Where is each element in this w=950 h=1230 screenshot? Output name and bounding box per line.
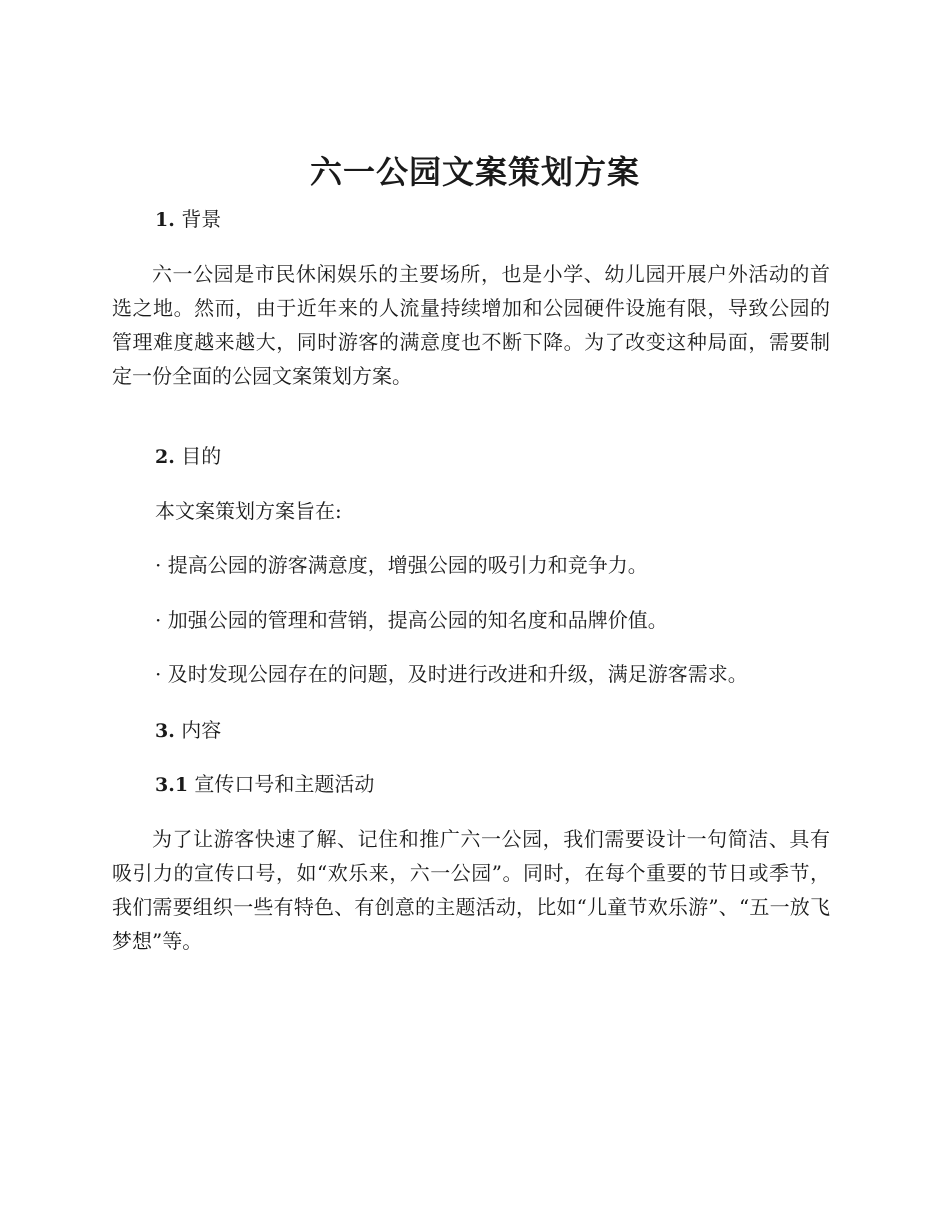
section-heading-purpose (155, 441, 221, 472)
slogan-paragraph: 为了让游客快速了解、记住和推广六一公园，我们需要设计一句简洁、具有吸引力的宣传口号，如“欢乐来，六一公园”。同时，在每个重要的节日或季节，我们需要组织一些有特色、有创意的主题活动，比如“儿童节欢乐游”、“五一放飞梦想”等。 (112, 827, 830, 953)
section-heading-text: 内容 (181, 718, 222, 742)
subsection-number: 3.1 (155, 774, 189, 796)
section-number: 2. (155, 446, 175, 468)
purpose-bullet: · 加强公园的管理和营销，提高公园的知名度和品牌价值。 (155, 608, 668, 632)
document-title: 六一公园文案策划方案 (309, 153, 640, 191)
section-heading-background (155, 204, 221, 235)
section-number: 3. (155, 720, 175, 742)
section-heading-text: 背景 (181, 207, 222, 231)
subsection-heading-slogan (155, 769, 374, 800)
subsection-heading-text: 宣传口号和主题活动 (194, 772, 375, 796)
section-heading-content (155, 715, 221, 746)
purpose-intro: 本文案策划方案旨在: (155, 499, 342, 523)
purpose-bullet: · 提高公园的游客满意度，增强公园的吸引力和竞争力。 (155, 553, 648, 577)
purpose-bullet: · 及时发现公园存在的问题，及时进行改进和升级，满足游客需求。 (155, 662, 748, 686)
background-paragraph: 六一公园是市民休闲娱乐的主要场所，也是小学、幼儿园开展户外活动的首选之地。然而，由于近年来的人流量持续增加和公园硬件设施有限，导致公园的管理难度越来越大，同时游客的满意度也不断下降。为了改变这种局面，需要制定一份全面的公园文案策划方案。 (112, 262, 830, 388)
section-number: 1. (155, 209, 175, 231)
section-heading-text: 目的 (181, 444, 222, 468)
